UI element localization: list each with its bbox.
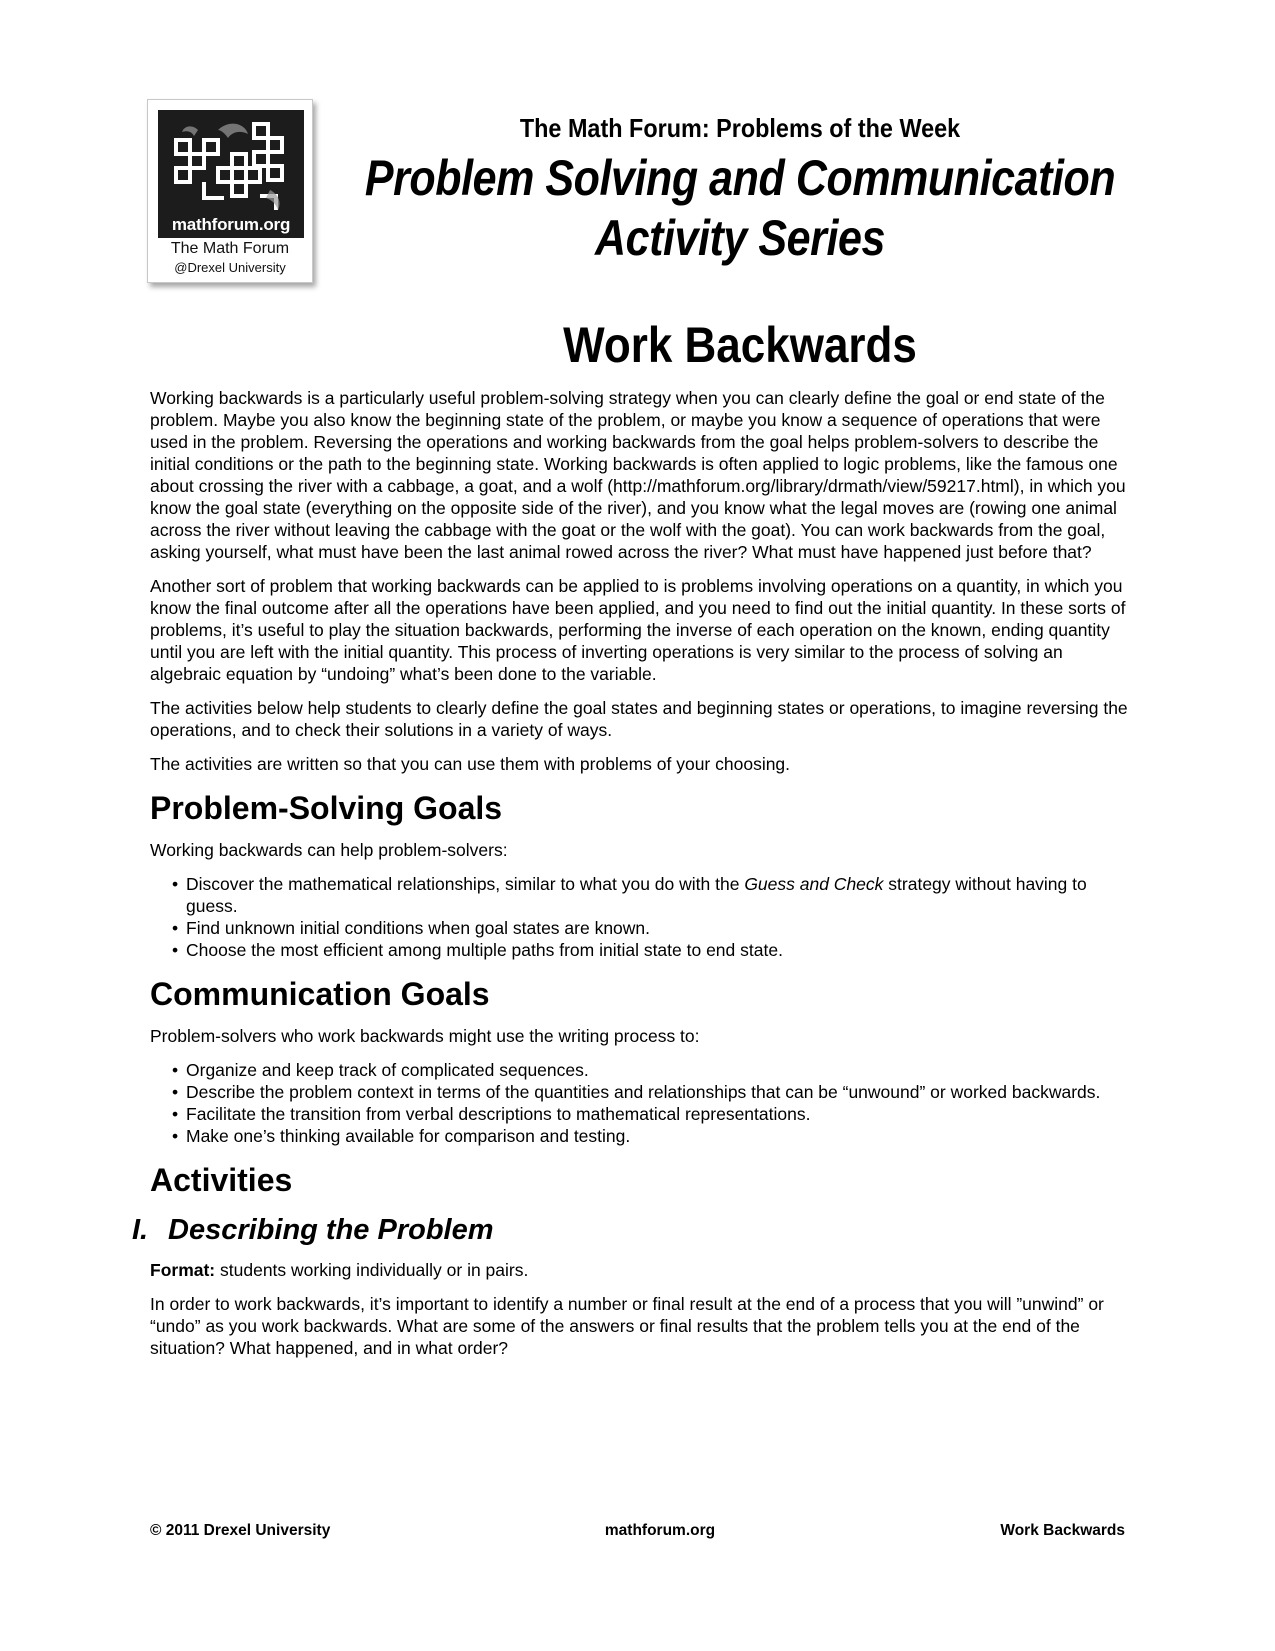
intro-paragraph-2: Another sort of problem that working backwards can be applied to is problems involving operations on a quantity, in which you know the final outcome after all the operations have been applied, and you need to find out the initial quantity. In these sorts of problems, it’s useful to play the situation backwards, performing the inverse of each operation on the known, ending quantity until you are left with the initial quantity. This process of inverting operations is very similar to the process of solving an algebraic equation by “undoing” what’s been done to the variable. <box>150 576 1126 684</box>
list-item: • Make one’s thinking available for comparison and testing. <box>186 1125 1130 1147</box>
intro-paragraph-4: The activities are written so that you can use them with problems of your choosing. <box>150 754 791 774</box>
header-title-line2: Activity Series <box>595 210 885 266</box>
list-item: • Facilitate the transition from verbal descriptions to mathematical representations. <box>186 1103 1130 1125</box>
list-item: • Choose the most efficient among multiple paths from initial state to end state. <box>186 939 1130 961</box>
section-heading-activities: Activities <box>150 1162 293 1198</box>
activity-title: Describing the Problem <box>168 1214 494 1246</box>
footer-site: mathforum.org <box>604 1522 716 1539</box>
list-item-text: strategy without having to guess. <box>186 874 1087 916</box>
document-title: Work Backwards <box>563 317 917 373</box>
logo-university: @Drexel University <box>174 260 286 275</box>
intro-paragraph-3: The activities below help students to clearly define the goal states and beginning states or operations, to imagine reversing the operations, and to check their solutions in a variety of ways. <box>150 698 1128 740</box>
section-heading-problem-solving-goals: Problem-Solving Goals <box>150 790 503 826</box>
list-item-emphasis: Guess and Check <box>744 874 884 894</box>
comm-goals-list <box>150 1059 1130 1147</box>
format-label: Format: <box>150 1260 216 1280</box>
footer-doc-title: Work Backwards <box>1000 1522 1125 1539</box>
list-item: • Describe the problem context in terms of the quantities and relationships that can be “unwound” or worked backwards. <box>186 1081 1130 1103</box>
logo-org-name: The Math Forum <box>170 240 290 257</box>
list-item-text: Discover the mathematical relationships, similar to what you do with the <box>186 874 745 894</box>
footer-copyright: © 2011 Drexel University <box>150 1522 331 1539</box>
ps-goals-lead: Working backwards can help problem-solvers: <box>150 840 508 860</box>
list-item: • Find unknown initial conditions when goal states are known. <box>186 917 1130 939</box>
header-subtitle: The Math Forum: Problems of the Week <box>519 113 961 143</box>
comm-goals-lead: Problem-solvers who work backwards might use the writing process to: <box>150 1026 700 1046</box>
activity-number: I. <box>132 1214 149 1246</box>
logo-emblem <box>158 110 304 238</box>
section-heading-communication-goals: Communication Goals <box>150 976 490 1012</box>
ps-goals-list <box>150 873 1130 961</box>
header-title-line1: Problem Solving and Communication <box>364 150 1116 206</box>
list-item: • Organize and keep track of complicated sequences. <box>186 1059 1130 1081</box>
math-forum-logo <box>147 99 313 283</box>
document-body <box>132 387 1130 1371</box>
format-text: students working individually or in pairs. <box>215 1260 529 1280</box>
intro-paragraph-1: Working backwards is a particularly useful problem-solving strategy when you can clearly define the goal or end state of the problem. Maybe you also know the beginning state of the problem, or maybe you know a sequence of operations that were used in the problem. Reversing the operations and working backwards from the goal helps problem-solvers to describe the initial conditions or the path to the beginning state. Working backwards is often applied to logic problems, like the famous one about crossing the river with a cabbage, a goat, and a wolf (http://mathforum.org/library/drmath/view/59217.html), in which you know the goal state (everything on the opposite side of the river), and you know what the legal moves are (rowing one animal across the river without leaving the cabbage with the goat or the wolf with the goat). You can work backwards from the goal, asking yourself, what must have been the last animal rowed across the river? What must have happened just before that? <box>150 388 1126 562</box>
activity-format <box>150 1259 1130 1281</box>
activity-paragraph-1: In order to work backwards, it’s important to identify a number or final result at the end of a process that you will ”unwind” or “undo” as you work backwards. What are some of the answers or final results that the problem tells you at the end of the situation? What happened, and in what order? <box>150 1294 1104 1358</box>
list-item <box>186 873 1130 917</box>
logo-site-name: mathforum.org <box>171 215 291 234</box>
activity-heading-describing-the-problem <box>132 1211 1130 1249</box>
header-title <box>362 148 1119 268</box>
